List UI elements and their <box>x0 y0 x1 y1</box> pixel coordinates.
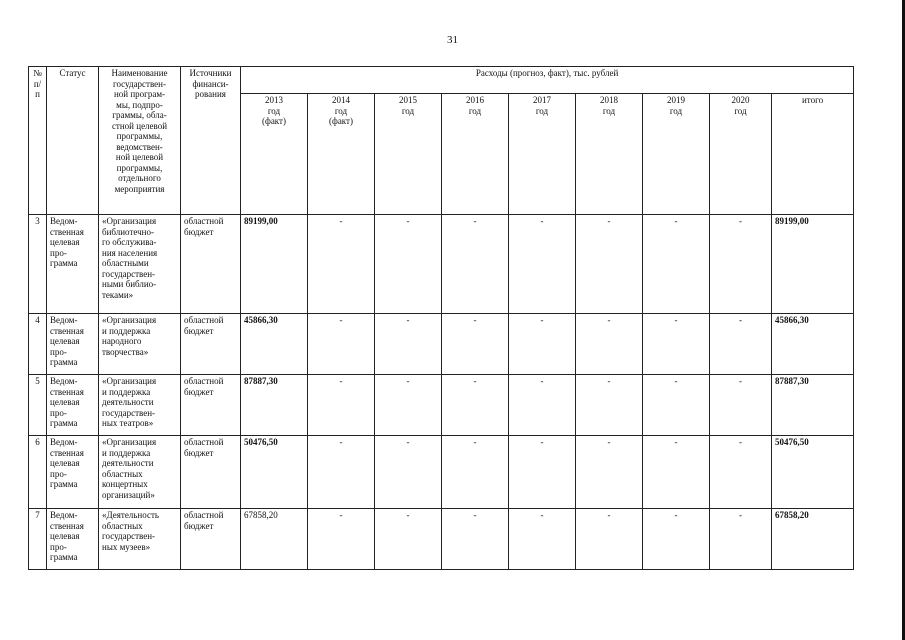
header-expenses: Расходы (прогноз, факт), тыс. рублей <box>241 67 854 94</box>
row-name: «Деятельность областных государствен- ных музеев» <box>99 509 181 570</box>
row-name: «Организация и поддержка народного творчества» <box>99 314 181 375</box>
row-value-2019: - <box>643 436 710 509</box>
row-value-2014: - <box>308 436 375 509</box>
row-status: Ведом- ственная целевая про- грамма <box>47 215 99 314</box>
row-total: 50476,50 <box>772 436 854 509</box>
header-year-2015: 2015 год <box>375 94 442 215</box>
row-source: областной бюджет <box>181 375 241 436</box>
row-value-2017: - <box>509 509 576 570</box>
table-row <box>29 314 854 375</box>
row-value-2016: - <box>442 509 509 570</box>
row-source: областной бюджет <box>181 215 241 314</box>
row-value-2015: - <box>375 215 442 314</box>
header-source: Источники финанси- рования <box>181 67 241 215</box>
header-year-2020: 2020 год <box>710 94 772 215</box>
row-value-2019: - <box>643 215 710 314</box>
row-value-2016: - <box>442 314 509 375</box>
row-value-2020: - <box>710 215 772 314</box>
row-value-2013: 45866,30 <box>241 314 308 375</box>
row-value-2013: 89199,00 <box>241 215 308 314</box>
row-status: Ведом- ственная целевая про- грамма <box>47 436 99 509</box>
row-num: 7 <box>29 509 47 570</box>
row-value-2015: - <box>375 436 442 509</box>
row-num: 3 <box>29 215 47 314</box>
page-number: 31 <box>447 34 458 46</box>
row-value-2019: - <box>643 314 710 375</box>
row-value-2019: - <box>643 375 710 436</box>
expenses-table <box>28 66 854 570</box>
row-value-2018: - <box>576 215 643 314</box>
header-year-2018: 2018 год <box>576 94 643 215</box>
row-total: 89199,00 <box>772 215 854 314</box>
row-value-2017: - <box>509 375 576 436</box>
row-num: 6 <box>29 436 47 509</box>
row-value-2018: - <box>576 314 643 375</box>
header-year-2016: 2016 год <box>442 94 509 215</box>
row-value-2017: - <box>509 436 576 509</box>
row-num: 5 <box>29 375 47 436</box>
row-value-2020: - <box>710 375 772 436</box>
row-name: «Организация библиотечно- го обслужива- ния населения областными государствен- ными библио- теками» <box>99 215 181 314</box>
row-source: областной бюджет <box>181 314 241 375</box>
row-value-2015: - <box>375 509 442 570</box>
header-num: № п/п <box>29 67 47 215</box>
row-value-2018: - <box>576 436 643 509</box>
row-value-2016: - <box>442 436 509 509</box>
row-value-2018: - <box>576 509 643 570</box>
row-name: «Организация и поддержка деятельности государствен- ных театров» <box>99 375 181 436</box>
header-year-2013: 2013 год (факт) <box>241 94 308 215</box>
row-total: 87887,30 <box>772 375 854 436</box>
row-total: 67858,20 <box>772 509 854 570</box>
row-value-2016: - <box>442 215 509 314</box>
row-value-2015: - <box>375 375 442 436</box>
row-status: Ведом- ственная целевая про- грамма <box>47 375 99 436</box>
table-row <box>29 509 854 570</box>
table-row <box>29 215 854 314</box>
table-row <box>29 375 854 436</box>
row-value-2013: 50476,50 <box>241 436 308 509</box>
row-value-2018: - <box>576 375 643 436</box>
row-value-2014: - <box>308 375 375 436</box>
row-value-2014: - <box>308 215 375 314</box>
row-total: 45866,30 <box>772 314 854 375</box>
header-name: Наименование государствен- ной програм- мы, подпро- граммы, обла- стной целевой программы, ведомствен- ной целевой программы, отдельного мероприятия <box>99 67 181 215</box>
row-source: областной бюджет <box>181 436 241 509</box>
header-total: итого <box>772 94 854 215</box>
row-value-2014: - <box>308 314 375 375</box>
row-value-2019: - <box>643 509 710 570</box>
row-num: 4 <box>29 314 47 375</box>
row-value-2013: 87887,30 <box>241 375 308 436</box>
row-value-2015: - <box>375 314 442 375</box>
row-value-2017: - <box>509 215 576 314</box>
header-status: Статус <box>47 67 99 215</box>
row-source: областной бюджет <box>181 509 241 570</box>
row-value-2020: - <box>710 509 772 570</box>
row-status: Ведом- ственная целевая про- грамма <box>47 314 99 375</box>
row-name: «Организация и поддержка деятельности областных концертных организаций» <box>99 436 181 509</box>
header-year-2017: 2017 год <box>509 94 576 215</box>
row-value-2020: - <box>710 436 772 509</box>
row-value-2014: - <box>308 509 375 570</box>
row-value-2020: - <box>710 314 772 375</box>
row-value-2017: - <box>509 314 576 375</box>
header-year-2014: 2014 год (факт) <box>308 94 375 215</box>
row-value-2013: 67858,20 <box>241 509 308 570</box>
row-status: Ведом- ственная целевая про- грамма <box>47 509 99 570</box>
header-year-2019: 2019 год <box>643 94 710 215</box>
table-row <box>29 436 854 509</box>
row-value-2016: - <box>442 375 509 436</box>
